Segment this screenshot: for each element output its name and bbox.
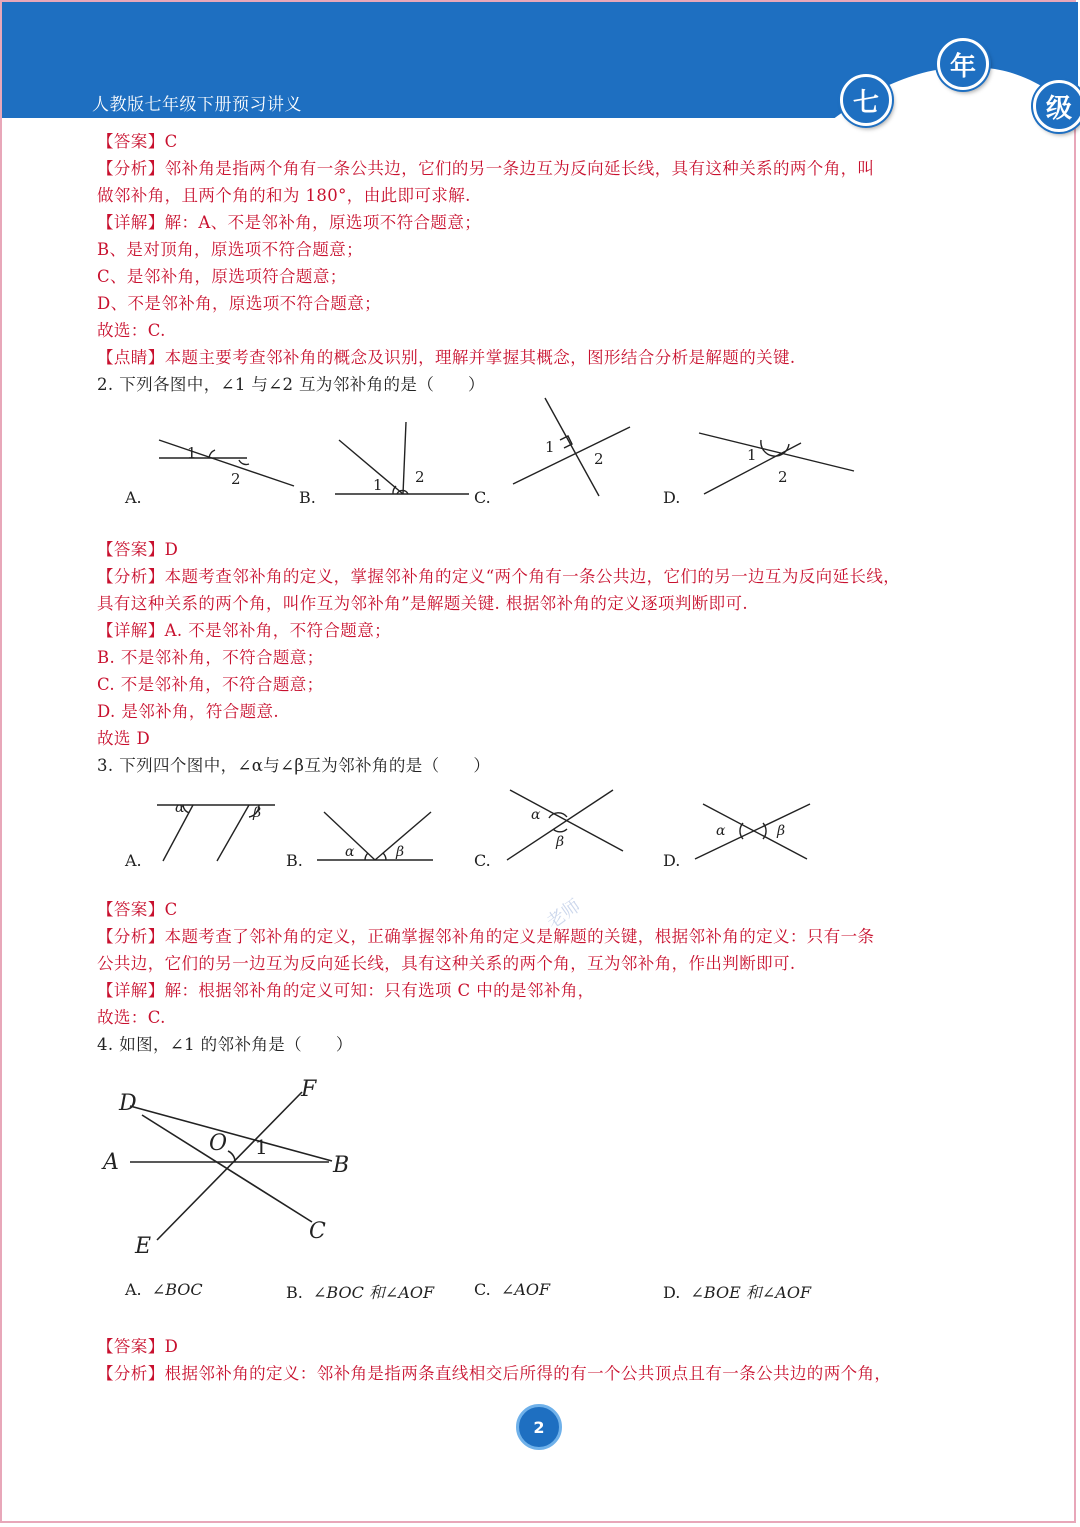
explanation-line: B. 不是邻补角，不符合题意； (97, 648, 324, 667)
choice-line: 故选 D (97, 729, 151, 748)
answer-line: 【答案】D (97, 1337, 179, 1356)
explanation-line: C. 不是邻补角，不符合题意； (97, 675, 324, 694)
grade-badge-seven: 七 (840, 74, 892, 126)
q2-figure-svg (97, 398, 997, 536)
q4-stem: 4. 如图，∠1 的邻补角是（ ） (97, 1035, 353, 1054)
q2-answer-block (97, 536, 997, 752)
explanation-line: C、是邻补角，原选项符合题意； (97, 267, 347, 286)
watermark-text: 老师 (543, 895, 585, 934)
q3-figure-svg (97, 779, 997, 896)
analysis-line: 【分析】根据邻补角的定义：邻补角是指两条直线相交后所得的有一个公共顶点且有一条公共边的两个角， (97, 1364, 892, 1383)
q2-option-b: B. (299, 488, 316, 507)
point-label-a: A (103, 1150, 119, 1175)
explanation-line: D、不是邻补角，原选项不符合题意； (97, 294, 382, 313)
q3-option-d: D. (663, 851, 681, 870)
analysis-line: 公共边，它们的另一边互为反向延长线，具有这种关系的两个角，互为邻补角，作出判断即可. (97, 954, 796, 973)
analysis-line: 【分析】本题考查邻补角的定义，掌握邻补角的定义“两个角有一条公共边，它们的另一边互为反向延长线， (97, 567, 901, 586)
page-header (2, 2, 1078, 118)
angle-label-alpha: α (175, 800, 185, 816)
q2-option-c: C. (474, 488, 491, 507)
page-number: 2 (516, 1404, 562, 1450)
choice-line: 故选：C. (97, 321, 166, 340)
q2-option-d: D. (663, 488, 681, 507)
angle-label-1: 1 (545, 438, 555, 456)
page-content (97, 128, 997, 1387)
point-label-o: O (209, 1131, 228, 1156)
q4-option-b: B. ∠BOC 和∠AOF (286, 1283, 435, 1302)
angle-label-beta: β (777, 823, 786, 839)
angle-label-2: 2 (415, 468, 425, 486)
answer-line: 【答案】C (97, 900, 178, 919)
angle-label-2: 2 (594, 450, 604, 468)
angle-label-1: 1 (187, 444, 197, 462)
analysis-line: 具有这种关系的两个角，叫作互为邻补角”是解题关键. 根据邻补角的定义逐项判断即可. (97, 594, 749, 613)
header-title: 人教版七年级下册预习讲义 (92, 95, 302, 115)
q2-figures (97, 398, 997, 536)
angle-label-2: 2 (778, 468, 788, 486)
answer-line: 【答案】D (97, 540, 179, 559)
angle-label-1: 1 (747, 446, 757, 464)
q2-stem: 2. 下列各图中，∠1 与∠2 互为邻补角的是（ ） (97, 375, 485, 394)
grade-badge-year: 年 (937, 38, 989, 90)
explanation-line: D. 是邻补角，符合题意. (97, 702, 280, 721)
q4-figure (97, 1058, 997, 1333)
point-label-f: F (301, 1077, 317, 1102)
q3-option-b: B. (286, 851, 303, 870)
analysis-line: 【分析】邻补角是指两个角有一条公共边，它们的另一条边互为反向延长线，具有这种关系的两个角，叫 (97, 159, 875, 178)
explanation-line: B、是对顶角，原选项不符合题意； (97, 240, 364, 259)
point-label-d: D (119, 1091, 137, 1116)
point-label-c: C (309, 1219, 326, 1244)
angle-label-2: 2 (231, 470, 241, 488)
q3-figures (97, 779, 997, 896)
angle-label-alpha: α (345, 844, 355, 860)
angle-label-1: 1 (255, 1135, 268, 1159)
answer-line: 【答案】C (97, 132, 178, 151)
explanation-line: 【详解】解：A、不是邻补角，原选项不符合题意； (97, 213, 482, 232)
grade-badge-level: 级 (1033, 80, 1080, 132)
angle-label-beta: β (253, 805, 262, 821)
point-label-e: E (135, 1234, 152, 1259)
choice-line: 故选：C. (97, 1008, 166, 1027)
q4-option-d: D. ∠BOE 和∠AOF (663, 1283, 812, 1302)
q2-option-a: A. (125, 488, 142, 507)
explanation-line: 【详解】A. 不是邻补角，不符合题意； (97, 621, 392, 640)
q4-answer-block (97, 1333, 997, 1387)
angle-label-alpha: α (531, 807, 541, 823)
point-label-b: B (333, 1153, 350, 1178)
angle-label-beta: β (556, 834, 565, 850)
q4-option-a: A. ∠BOC (125, 1280, 203, 1299)
angle-label-beta: β (396, 844, 405, 860)
q4-option-c: C. ∠AOF (474, 1280, 551, 1299)
q3-option-c: C. (474, 851, 491, 870)
analysis-line: 【分析】本题考查了邻补角的定义，正确掌握邻补角的定义是解题的关键，根据邻补角的定义：只有一条 (97, 927, 875, 946)
highlight-line: 【点睛】本题主要考查邻补角的概念及识别，理解并掌握其概念，图形结合分析是解题的关键. (97, 348, 796, 367)
q3-stem: 3. 下列四个图中，∠α与∠β互为邻补角的是（ ） (97, 756, 491, 775)
angle-label-1: 1 (373, 476, 383, 494)
q1-answer-block (97, 128, 997, 371)
analysis-line: 做邻补角，且两个角的和为 180°，由此即可求解. (97, 186, 471, 205)
angle-label-alpha: α (716, 823, 726, 839)
q3-option-a: A. (125, 851, 142, 870)
explanation-line: 【详解】解：根据邻补角的定义可知：只有选项 C 中的是邻补角， (97, 981, 595, 1000)
